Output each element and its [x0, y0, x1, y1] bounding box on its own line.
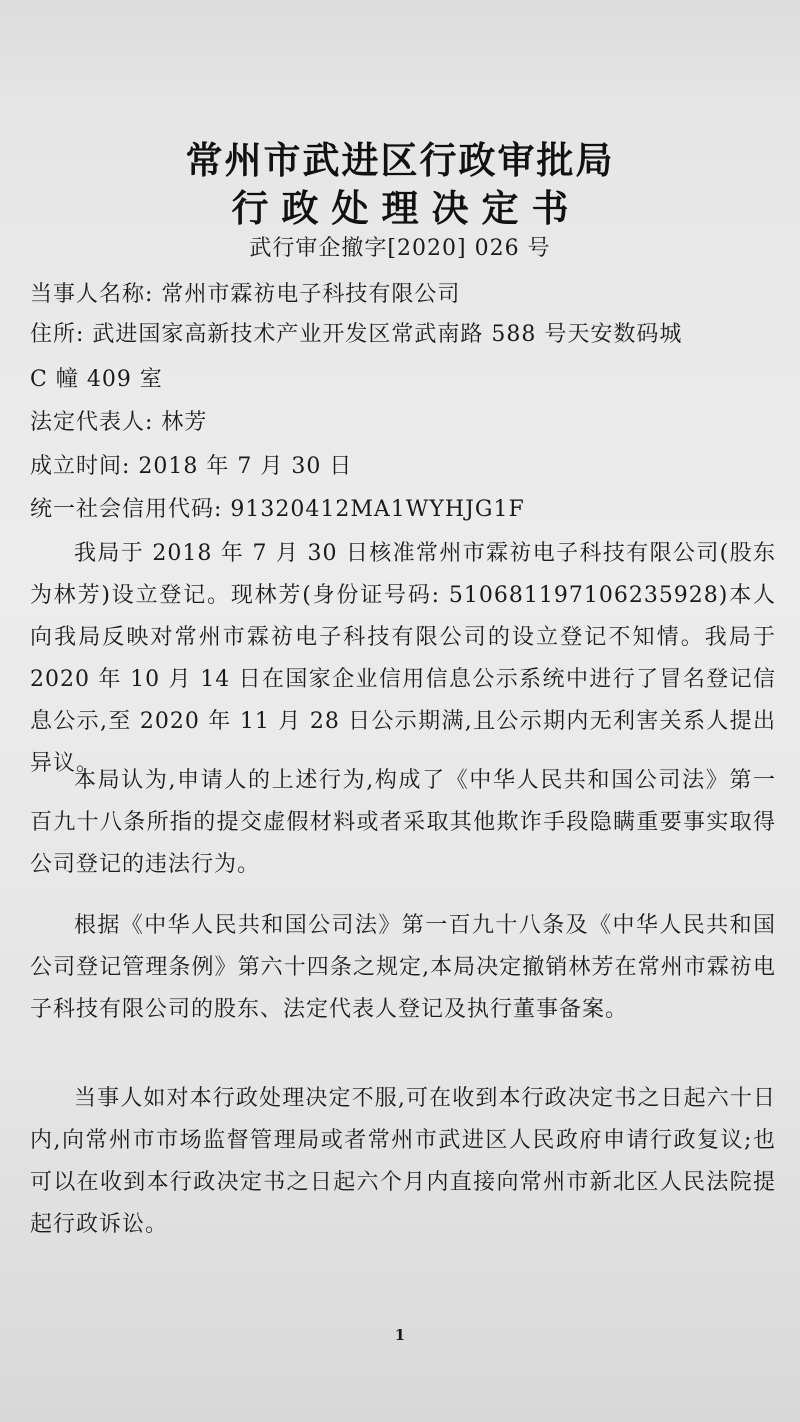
paragraph-registration-facts: 我局于 2018 年 7 月 30 日核准常州市霖祊电子科技有限公司(股东为林芳)设立登记。现林芳(身份证号码: 510681197106235928)本人向我局反映对常州市霖祊电子科技有限公司的设立登记不知情。我局于 2020 年 10 月 14 日在国家企业信用信息公示系统中进行了冒名登记信息公示,至 2020 年 11 月 28 日公示期满,且公示期内无利害关系人提出异议。	[30, 541, 776, 776]
paragraph-finding: 本局认为,申请人的上述行为,构成了《中华人民共和国公司法》第一百九十八条所指的提交虚假材料或者采取其他欺诈手段隐瞒重要事实取得公司登记的违法行为。	[30, 768, 776, 877]
address-line-1: 住所: 武进国家高新技术产业开发区常武南路 588 号天安数码城	[30, 322, 683, 347]
document-number: 武行审企撤字[2020] 026 号	[249, 236, 551, 261]
page-number: 1	[394, 1326, 406, 1344]
document-type-title: 行政处理决定书	[231, 187, 582, 230]
paragraph-appeal-rights: 当事人如对本行政处理决定不服,可在收到本行政决定书之日起六十日内,向常州市市场监督管理局或者常州市武进区人民政府申请行政复议;也可以在收到本行政决定书之日起六个月内直接向常州市新北区人民法院提起行政诉讼。	[30, 1086, 776, 1237]
issuing-authority-title: 常州市武进区行政审批局	[185, 139, 615, 182]
party-name: 当事人名称: 常州市霖祊电子科技有限公司	[30, 282, 461, 307]
credit-code: 统一社会信用代码: 91320412MA1WYHJG1F	[30, 497, 525, 522]
address-line-2: C 幢 409 室	[30, 367, 163, 392]
paragraph-decision: 根据《中华人民共和国公司法》第一百九十八条及《中华人民共和国公司登记管理条例》第六十四条之规定,本局决定撤销林芳在常州市霖祊电子科技有限公司的股东、法定代表人登记及执行董事备案。	[30, 913, 776, 1022]
founding-date: 成立时间: 2018 年 7 月 30 日	[30, 454, 353, 479]
legal-representative: 法定代表人: 林芳	[30, 410, 208, 435]
